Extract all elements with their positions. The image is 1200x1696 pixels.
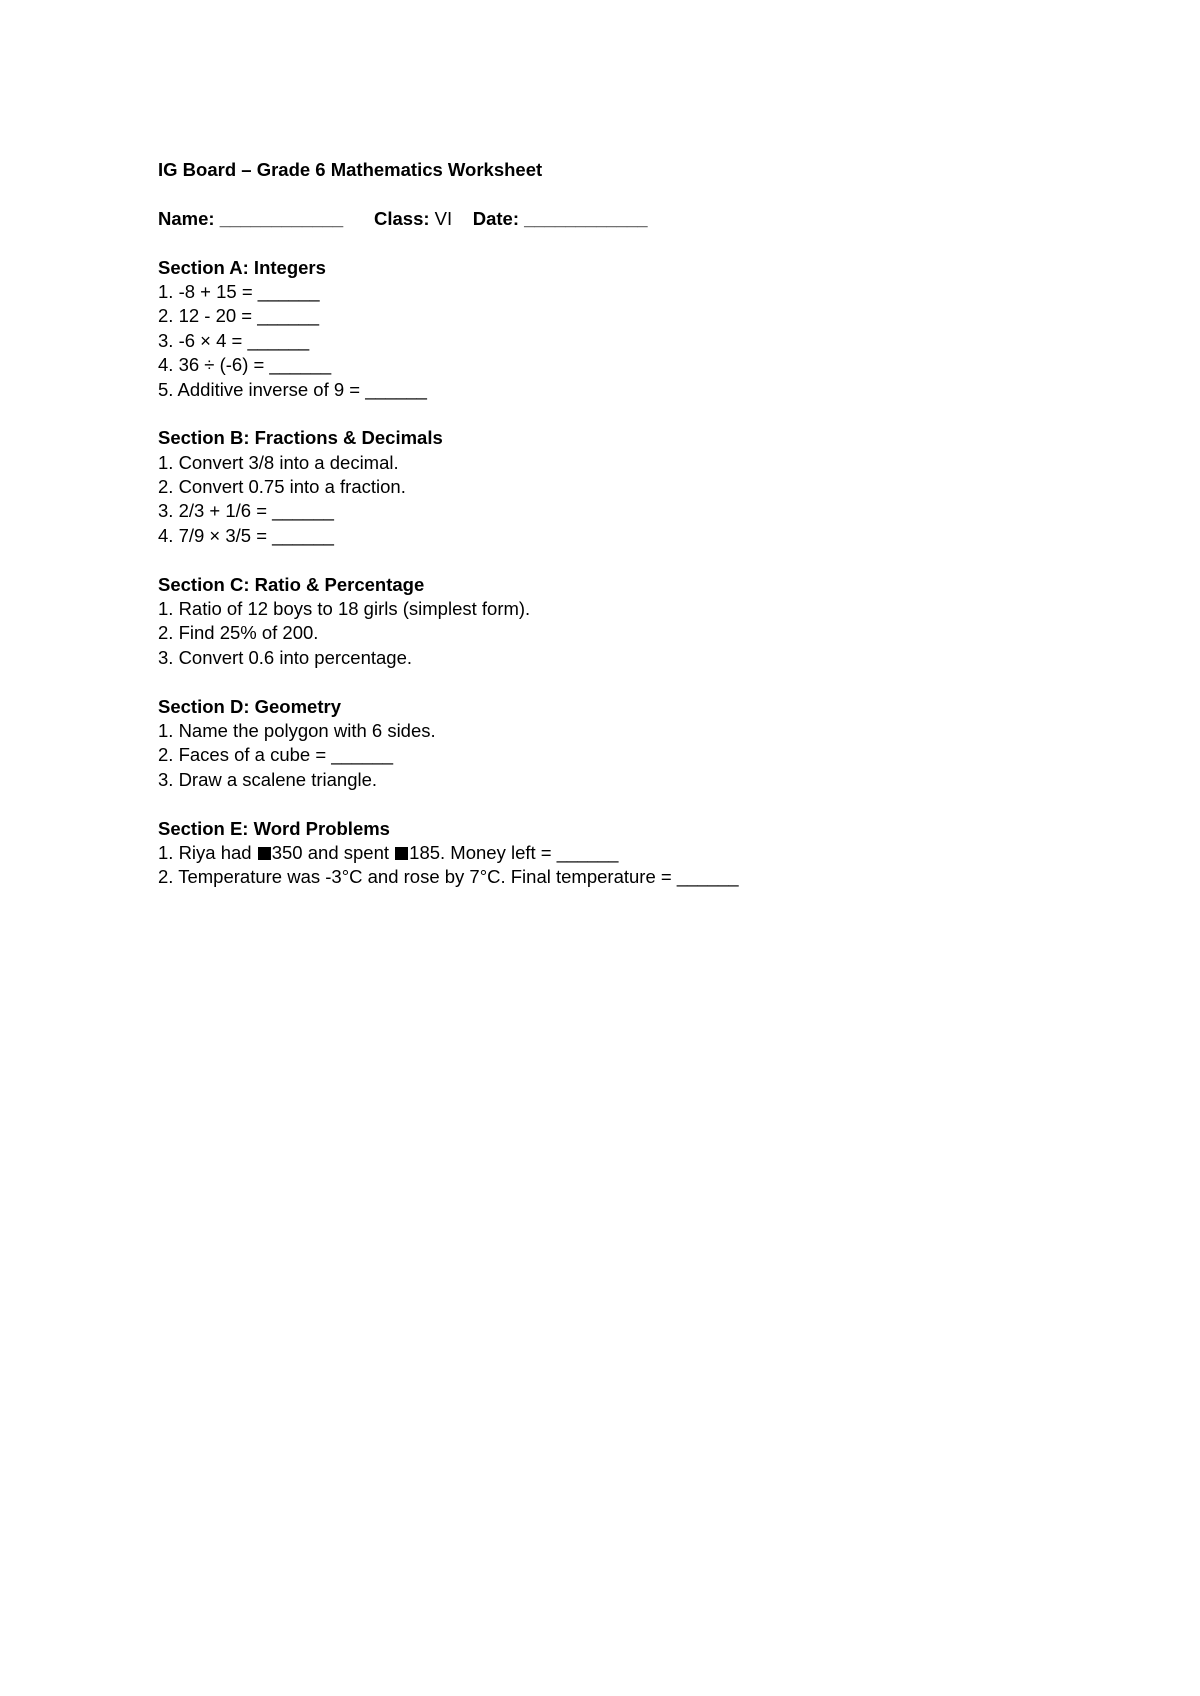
student-info-line xyxy=(158,207,1118,231)
section-b xyxy=(158,426,1118,548)
question-item: 3. Convert 0.6 into percentage. xyxy=(158,646,413,668)
section-title: Section D: Geometry xyxy=(158,695,341,717)
section-title: Section C: Ratio & Percentage xyxy=(158,573,425,595)
date-field: Date: ____________ xyxy=(472,207,648,229)
question-item: 1. -8 + 15 = ______ xyxy=(158,280,320,302)
worksheet-page xyxy=(158,158,1118,890)
question-item: 4. 7/9 × 3/5 = ______ xyxy=(158,524,334,546)
question-item: 1. Convert 3/8 into a decimal. xyxy=(158,451,399,473)
question-item: 1. Ratio of 12 boys to 18 girls (simplest form). xyxy=(158,598,531,620)
question-text: 1. Riya had xyxy=(158,841,257,863)
question-text: 185. Money left = ______ xyxy=(409,841,619,863)
question-item: 5. Additive inverse of 9 = ______ xyxy=(158,378,427,400)
question-item xyxy=(158,841,1118,865)
name-field: Name: ____________ xyxy=(158,207,344,229)
question-item: 2. Faces of a cube = ______ xyxy=(158,744,394,766)
missing-glyph-icon xyxy=(395,847,408,860)
section-e xyxy=(158,817,1118,890)
question-item: 1. Name the polygon with 6 sides. xyxy=(158,719,436,741)
section-title: Section B: Fractions & Decimals xyxy=(158,427,443,449)
question-item: 4. 36 ÷ (-6) = ______ xyxy=(158,354,332,376)
section-a xyxy=(158,256,1118,402)
section-c xyxy=(158,573,1118,671)
question-item: 2. Find 25% of 200. xyxy=(158,622,319,644)
class-label: Class: xyxy=(374,207,430,229)
question-text: 350 and spent xyxy=(271,841,395,863)
question-item: 3. -6 × 4 = ______ xyxy=(158,329,310,351)
section-title: Section E: Word Problems xyxy=(158,817,390,839)
class-value: VI xyxy=(434,207,453,229)
section-title: Section A: Integers xyxy=(158,256,326,278)
section-d xyxy=(158,695,1118,793)
question-item: 3. Draw a scalene triangle. xyxy=(158,768,378,790)
question-item: 2. 12 - 20 = ______ xyxy=(158,305,319,327)
question-item: 2. Temperature was -3°C and rose by 7°C. Final temperature = ______ xyxy=(158,866,739,888)
missing-glyph-icon xyxy=(258,847,271,860)
worksheet-title: IG Board – Grade 6 Mathematics Worksheet xyxy=(158,159,543,180)
question-item: 3. 2/3 + 1/6 = ______ xyxy=(158,500,334,522)
question-item: 2. Convert 0.75 into a fraction. xyxy=(158,476,406,498)
